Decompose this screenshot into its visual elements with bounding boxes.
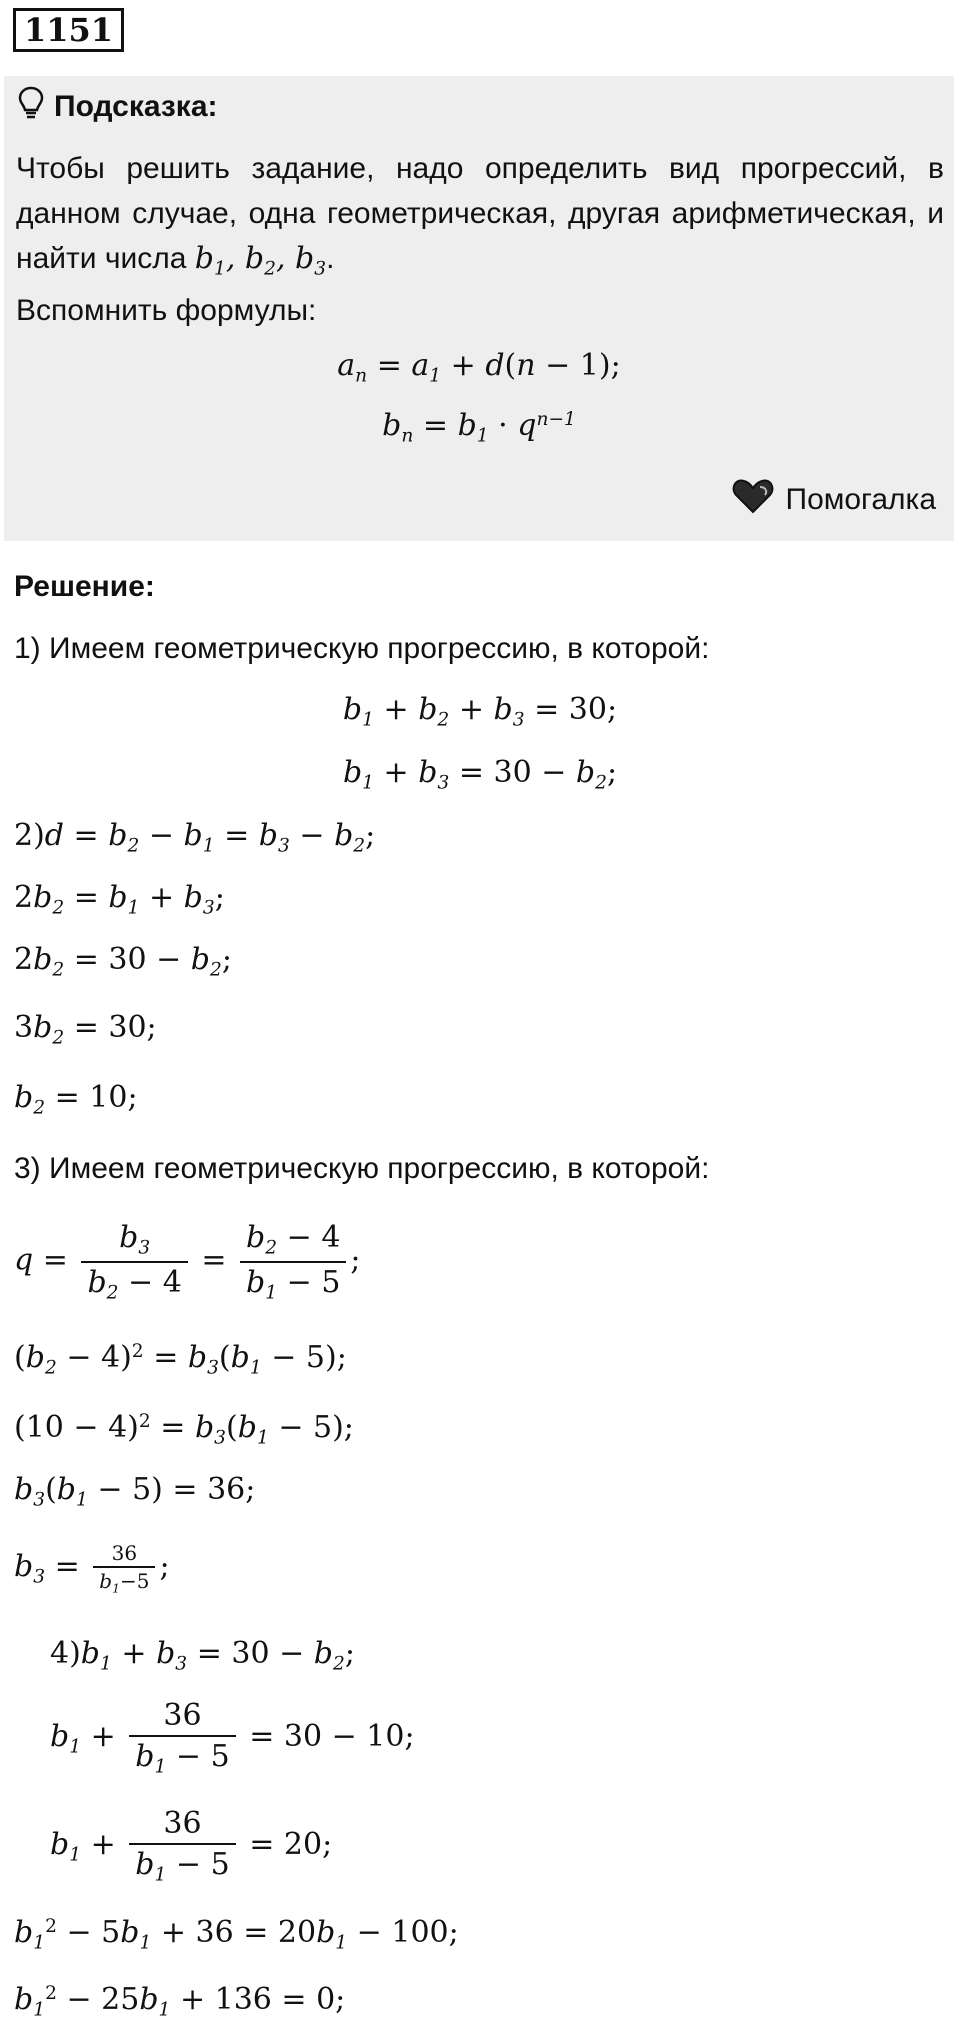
hint-text: Чтобы решить задание, надо определить вид прогрессий, в данном случае, одна геометрическая, другая арифметическая, и найти числа $b_1$, $b_2$, $b_3$. xyxy=(16,152,944,280)
formula-arithmetic: $a_n = a_1 + d(n - 1)$; xyxy=(337,348,621,387)
equation-b2-result: $b_2 = 10$; xyxy=(14,1080,138,1119)
solution-step-1: 1) Имеем геометрическую прогрессию, в которой: xyxy=(14,632,710,665)
solution-step-3: 3) Имеем геометрическую прогрессию, в которой: xyxy=(14,1152,710,1185)
equation-b1-b3: $b_1 + b_3 = 30 - b_2$; xyxy=(342,755,618,794)
equation-b3-fraction: $b_3$ = $\frac{36}{b_1-5}$ ; xyxy=(14,1541,170,1596)
equation-sum-b: $b_1 + b_2 + b_3 = 30$; xyxy=(342,692,618,731)
equation-quadratic-2: $b_1^2 - 25b_1 + 136 = 0$; xyxy=(14,1982,346,2021)
equation-2b2: $2b_2 = b_1 + b_3$; xyxy=(14,880,225,919)
equation-b1-sum-10: $b_1$ + $\frac{36}{b_1 - 5}$ = 30 − 10; xyxy=(50,1696,415,1780)
helper-label[interactable]: Помогалка xyxy=(785,483,936,516)
equation-square-2: $(10 - 4)^2 = b_3(b_1 - 5)$; xyxy=(14,1410,354,1449)
hint-panel xyxy=(4,76,954,541)
task-number: 1151 xyxy=(13,8,124,52)
hint-header xyxy=(18,86,218,128)
equation-step-4: $4)b_1 + b_3 = 30 - b_2$; xyxy=(50,1636,355,1675)
helper-link[interactable] xyxy=(732,478,937,522)
formula-geometric: $b_n = b_1 \cdot q^{n-1}$ xyxy=(382,408,576,447)
equation-square-1: $(b_2 - 4)^2 = b_3(b_1 - 5)$; xyxy=(14,1340,347,1379)
equation-product-36: $b_3(b_1 - 5) = 36$; xyxy=(14,1472,256,1511)
solution-title: Решение: xyxy=(14,570,155,603)
hint-title: Подсказка: xyxy=(54,90,218,123)
equation-3b2: $3b_2 = 30$; xyxy=(14,1010,157,1049)
equation-b1-sum-20: $b_1$ + $\frac{36}{b_1 - 5}$ = 20; xyxy=(50,1804,332,1888)
equation-2b2-30: $2b_2 = 30 - b_2$; xyxy=(14,942,232,981)
heart-icon xyxy=(732,478,774,522)
lightbulb-icon xyxy=(18,86,44,128)
hint-remember: Вспомнить формулы: xyxy=(16,294,317,327)
equation-q-ratio: q = $\frac{b_3}{b_2 - 4}$ = $\frac{b_2 - 4}{b_1 - 5}$ ; xyxy=(14,1218,361,1305)
equation-quadratic-1: $b_1^2 - 5b_1 + 36 = 20b_1 - 100$; xyxy=(14,1915,459,1954)
equation-step-2: $2)d = b_2 - b_1 = b_3 - b_2$; xyxy=(14,818,376,857)
